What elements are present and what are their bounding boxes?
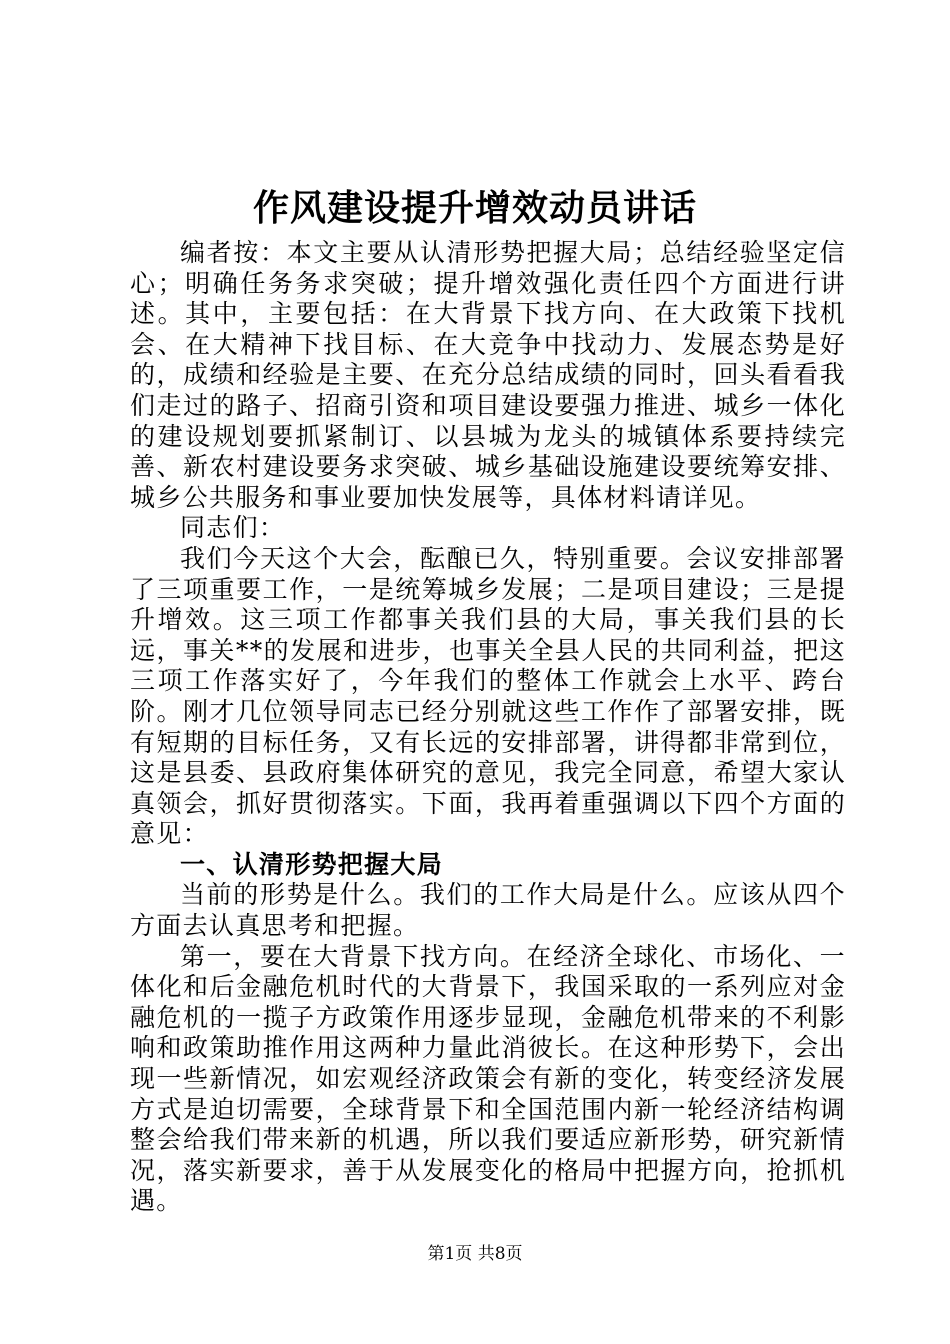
- section-paragraph: 当前的形势是什么。我们的工作大局是什么。应该从四个方面去认真思考和把握。: [130, 880, 846, 941]
- editor-note-paragraph: 编者按：本文主要从认清形势把握大局；总结经验坚定信心；明确任务务求突破；提升增效强化责任四个方面进行讲述。其中，主要包括：在大背景下找方向、在大政策下找机会、在大精神下找目标、在大竞争中找动力、发展态势是好的，成绩和经验是主要、在充分总结成绩的同时，回头看看我们走过的路子、招商引资和项目建设要强力推进、城乡一体化的建设规划要抓紧制订、以县城为龙头的城镇体系要持续完善、新农村建设要务求突破、城乡基础设施建设要统筹安排、城乡公共服务和事业要加快发展等，具体材料请详见。: [130, 238, 846, 512]
- section-paragraph: 第一，要在大背景下找方向。在经济全球化、市场化、一体化和后金融危机时代的大背景下，我国采取的一系列应对金融危机的一揽子方政策作用逐步显现，金融危机带来的不利影响和政策助推作用这两种力量此消彼长。在这种形势下，会出现一些新情况，如宏观经济政策会有新的变化，转变经济发展方式是迫切需要，全球背景下和全国范围内新一轮经济结构调整会给我们带来新的机遇，所以我们要适应新形势，研究新情况，落实新要求，善于从发展变化的格局中把握方向，抢抓机遇。: [130, 941, 846, 1216]
- document-body: [130, 238, 846, 1217]
- page-number-footer: 第1页 共8页: [427, 1244, 523, 1264]
- intro-paragraph: 我们今天这个大会，酝酿已久，特别重要。会议安排部署了三项重要工作，一是统筹城乡发展；二是项目建设；三是提升增效。这三项工作都事关我们县的大局，事关我们县的长远，事关**的发展和进步，也事关全县人民的共同利益，把这三项工作落实好了，今年我们的整体工作就会上水平、跨台阶。刚才几位领导同志已经分别就这些工作作了部署安排，既有短期的目标任务，又有长远的安排部署，讲得都非常到位，这是县委、县政府集体研究的意见，我完全同意，希望大家认真领会，抓好贯彻落实。下面，我再着重强调以下四个方面的意见：: [130, 543, 846, 849]
- salutation: 同志们：: [180, 513, 286, 543]
- page-title: 作风建设提升增效动员讲话: [252, 187, 697, 229]
- section-heading: 一、认清形势把握大局: [180, 849, 444, 879]
